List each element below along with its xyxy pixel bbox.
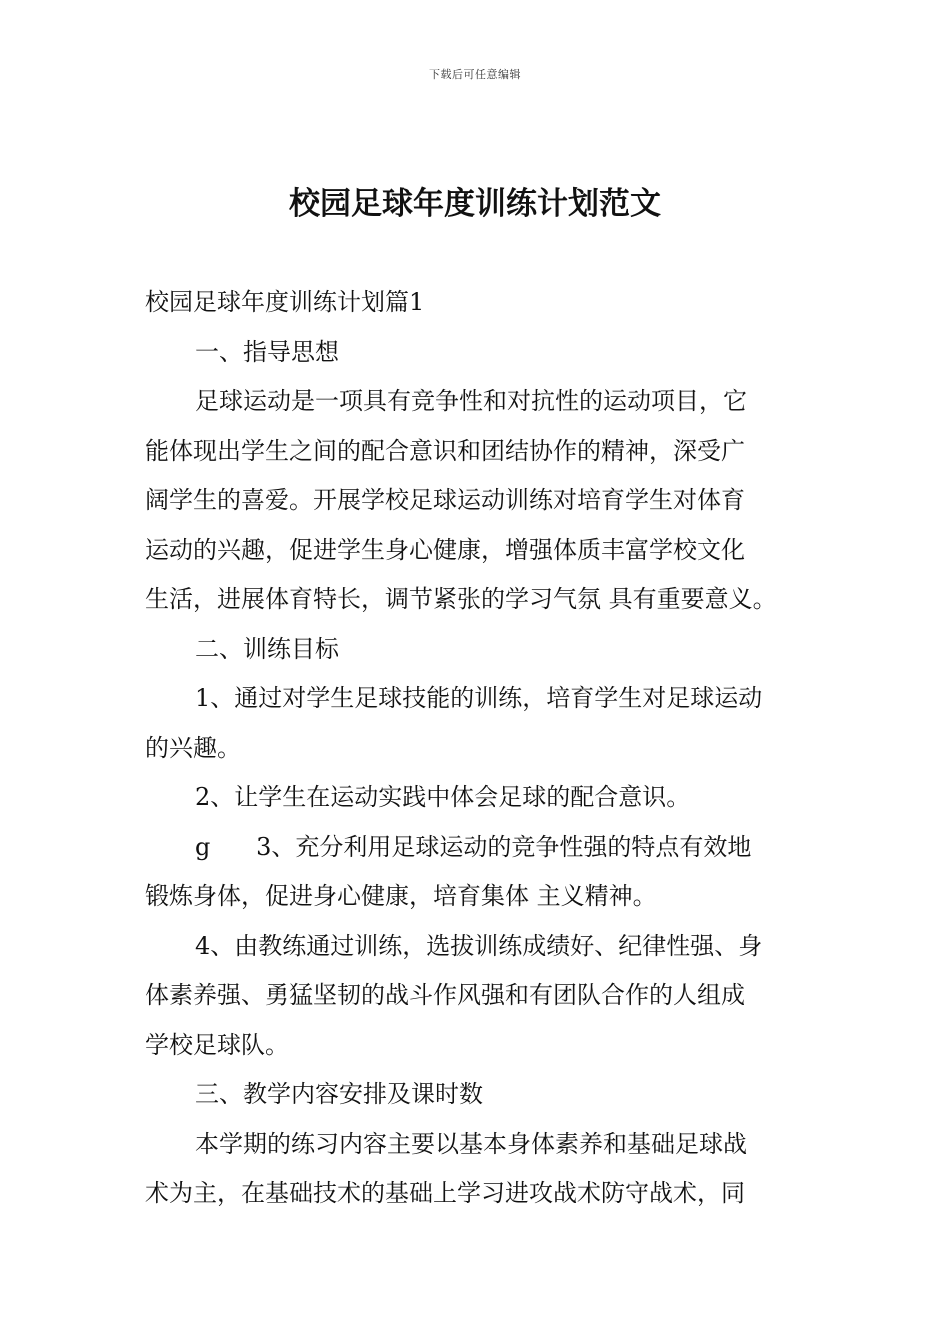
heading-guiding-ideology: 一、指导思想	[195, 337, 339, 366]
paragraph-line: 能体现出学生之间的配合意识和团结协作的精神，深受广	[145, 436, 745, 465]
paragraph-line: 4、由教练通过训练，选拔训练成绩好、纪律性强、身	[195, 931, 763, 960]
paragraph-line: 术为主，在基础技术的基础上学习进攻战术防守战术，同	[145, 1179, 745, 1207]
paragraph-line: 1、通过对学生足球技能的训练，培育学生对足球运动	[195, 684, 763, 712]
paragraph-line: 本学期的练习内容主要以基本身体素养和基础足球战	[195, 1129, 747, 1158]
paragraph-line: 的兴趣。	[145, 733, 241, 762]
paragraph-line: 足球运动是一项具有竞争性和对抗性的运动项目，它	[195, 387, 747, 415]
header-note: 下载后可任意编辑	[429, 68, 521, 81]
document-title: 校园足球年度训练计划范文	[289, 186, 661, 222]
heading-training-goals: 二、训练目标	[195, 634, 339, 663]
paragraph-line: 体素养强、勇猛坚韧的战斗作风强和有团队合作的人组成	[145, 981, 745, 1009]
paragraph-line: 2、让学生在运动实践中体会足球的配合意识。	[195, 783, 691, 811]
paragraph-line: 锻炼身体，促进身心健康，培育集体 主义精神。	[145, 882, 657, 910]
paragraph-line: 阔学生的喜爱。开展学校足球运动训练对培育学生对体育	[145, 486, 745, 514]
paragraph-line: 运动的兴趣，促进学生身心健康，增强体质丰富学校文化	[145, 535, 745, 564]
section-subtitle: 校园足球年度训练计划篇1	[145, 288, 425, 316]
paragraph-line: g 3、充分利用足球运动的竞争性强的特点有效地	[195, 832, 752, 861]
heading-teaching-content: 三、教学内容安排及课时数	[195, 1080, 483, 1108]
paragraph-line: 生活，进展体育特长，调节紧张的学习气氛 具有重要意义。	[145, 585, 777, 613]
document-body	[145, 278, 810, 1219]
paragraph-line: 学校足球队。	[145, 1030, 289, 1059]
